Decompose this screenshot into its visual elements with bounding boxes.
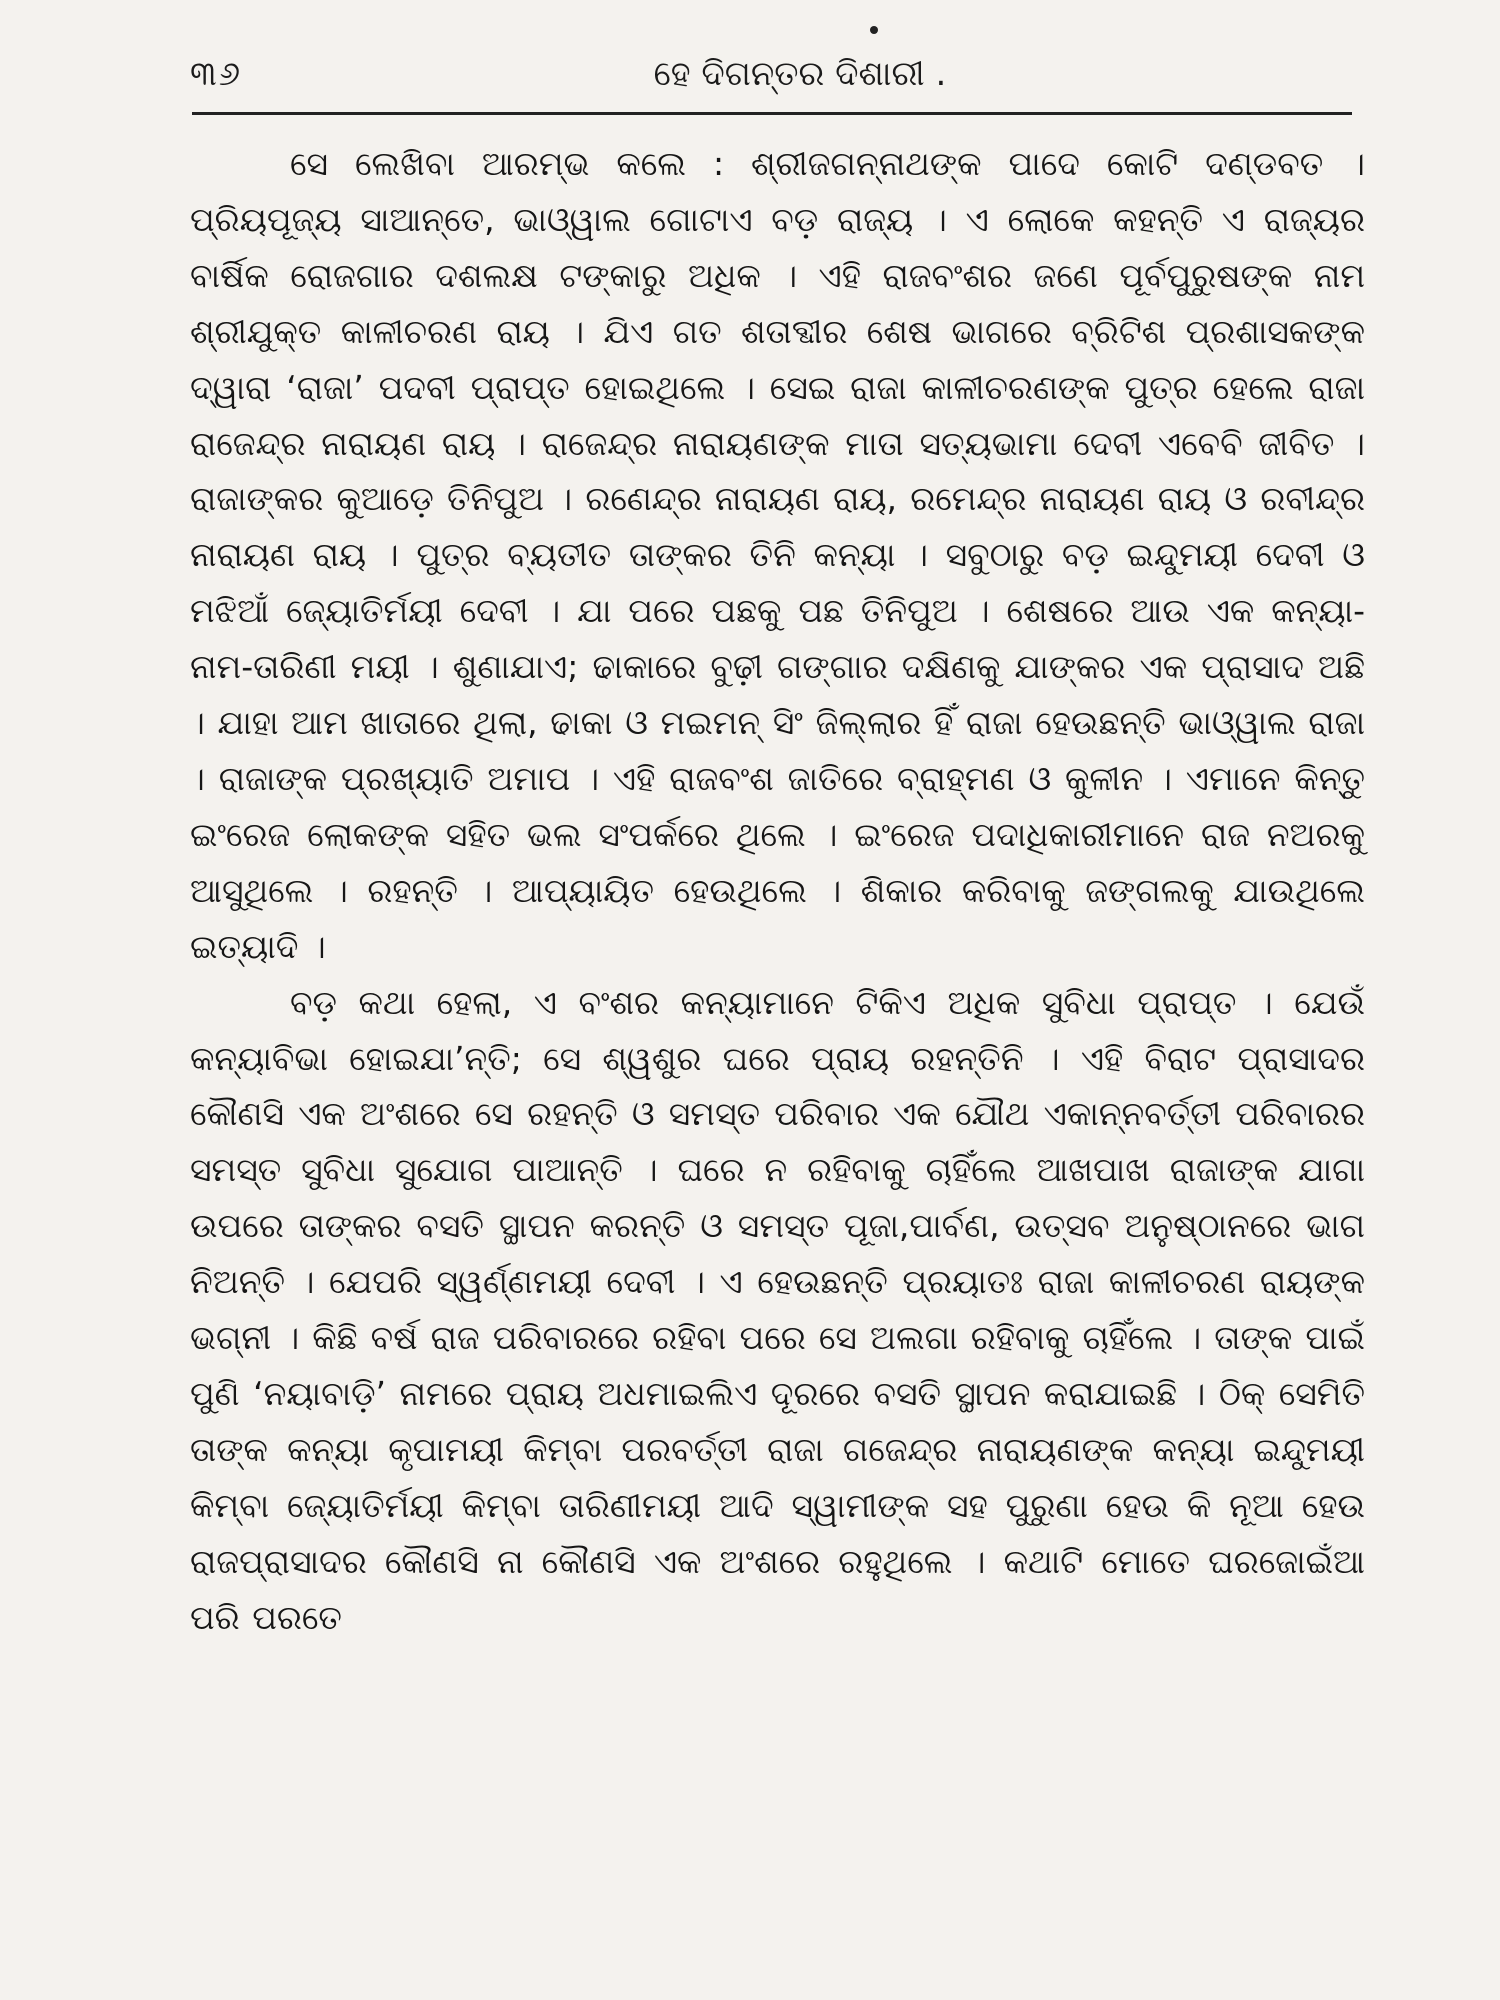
page-header xyxy=(190,48,1370,108)
body-text xyxy=(190,136,1365,1645)
paragraph-1: ସେ ଲେଖିବା ଆରମ୍ଭ କଲେ : ଶ୍ରୀଜଗନ୍ନାଥଙ୍କ ପାଦେ କୋଟି ଦଣ୍ଡବତ । ପ୍ରିୟପୂଜ୍ୟ ସାଆନ୍ତେ, ଭାଓ୍ୱାଲ ଗୋଟାଏ ବଡ଼ ରାଜ୍ୟ । ଏ ଲୋକେ କହନ୍ତି ଏ ରାଜ୍ୟର ବାର୍ଷିକ ରୋଜଗାର ଦଶଲକ୍ଷ ଟଙ୍କାରୁ ଅଧିକ । ଏହି ରାଜବଂଶର ଜଣେ ପୂର୍ବପୁରୁଷଙ୍କ ନାମ ଶ୍ରୀଯୁକ୍ତ କାଳୀଚରଣ ରାୟ । ଯିଏ ଗତ ଶତାବ୍ଦୀର ଶେଷ ଭାଗରେ ବ୍ରିଟିଶ ପ୍ରଶାସକଙ୍କ ଦ୍ୱାରା ‘ରାଜା’ ପଦବୀ ପ୍ରାପ୍ତ ହୋଇଥିଲେ । ସେଇ ରାଜା କାଳୀଚରଣଙ୍କ ପୁତ୍ର ହେଲେ ରାଜା ରାଜେନ୍ଦ୍ର ନାରାୟଣ ରାୟ । ରାଜେନ୍ଦ୍ର ନାରାୟଣଙ୍କ ମାତା ସତ୍ୟଭାମା ଦେବୀ ଏବେବି ଜୀବିତ । ରାଜାଙ୍କର କୁଆଡ଼େ ତିନିପୁଅ । ରଣେନ୍ଦ୍ର ନାରାୟଣ ରାୟ, ରମେନ୍ଦ୍ର ନାରାୟଣ ରାୟ ଓ ରବୀନ୍ଦ୍ର ନାରାୟଣ ରାୟ । ପୁତ୍ର ବ୍ୟତୀତ ତାଙ୍କର ତିନି କନ୍ୟା । ସବୁଠାରୁ ବଡ଼ ଇନ୍ଦୁମୟୀ ଦେବୀ ଓ ମଝିଆଁ ଜ୍ୟୋତିର୍ମୟୀ ଦେବୀ । ଯା ପରେ ପଛକୁ ପଛ ତିନିପୁଅ । ଶେଷରେ ଆଉ ଏକ କନ୍ୟା-ନାମ-ତାରିଣୀ ମୟୀ । ଶୁଣାଯାଏ; ଢାକାରେ ବୁଢ଼ୀ ଗଙ୍ଗାର ଦକ୍ଷିଣକୁ ଯାଙ୍କର ଏକ ପ୍ରାସାଦ ଅଛି । ଯାହା ଆମ ଖାତାରେ ଥିଲା, ଢାକା ଓ ମଇମନ୍ ସିଂ ଜିଲ୍ଲାର ହିଁ ରାଜା ହେଉଛନ୍ତି ଭାଓ୍ୱାଲ ରାଜା । ରାଜାଙ୍କ ପ୍ରଖ୍ୟାତି ଅମାପ । ଏହି ରାଜବଂଶ ଜାତିରେ ବ୍ରାହ୍ମଣ ଓ କୁଳୀନ । ଏମାନେ କିନ୍ତୁ ଇଂରେଜ ଲୋକଙ୍କ ସହିତ ଭଲ ସଂପର୍କରେ ଥିଲେ । ଇଂରେଜ ପଦାଧିକାରୀମାନେ ରାଜ ନଅରକୁ ଆସୁଥିଲେ । ରହନ୍ତି । ଆପ୍ୟାୟିତ ହେଉଥିଲେ । ଶିକାର କରିବାକୁ ଜଙ୍ଗଲକୁ ଯାଉଥିଲେ ଇତ୍ୟାଦି । xyxy=(190,144,1365,966)
running-title: ହେ ଦିଗନ୍ତର ଦିଶାରୀ . xyxy=(653,54,947,94)
header-rule xyxy=(192,112,1352,115)
page-number: ୩୬ xyxy=(190,54,243,94)
paragraph-2: ବଡ଼ କଥା ହେଲା, ଏ ବଂଶର କନ୍ୟାମାନେ ଟିକିଏ ଅଧିକ ସୁବିଧା ପ୍ରାପ୍ତ । ଯେଉଁ କନ୍ୟାବିଭା ହୋଇଯା’ନ୍ତି; ସେ ଶ୍ୱଶୁର ଘରେ ପ୍ରାୟ ରହନ୍ତିନି । ଏହି ବିରାଟ ପ୍ରାସାଦର କୌଣସି ଏକ ଅଂଶରେ ସେ ରହନ୍ତି ଓ ସମସ୍ତ ପରିବାର ଏକ ଯୌଥ ଏକାନ୍ନବର୍ତ୍ତୀ ପରିବାରର ସମସ୍ତ ସୁବିଧା ସୁଯୋଗ ପାଆନ୍ତି । ଘରେ ନ ରହିବାକୁ ଚାହିଁଲେ ଆଖପାଖ ରାଜାଙ୍କ ଯାଗା ଉପରେ ତାଙ୍କର ବସତି ସ୍ଥାପନ କରନ୍ତି ଓ ସମସ୍ତ ପୂଜା,ପାର୍ବଣ, ଉତ୍ସବ ଅନୁଷ୍ଠାନରେ ଭାଗ ନିଅନ୍ତି । ଯେପରି ସ୍ୱର୍ଣ୍ଣମୟୀ ଦେବୀ । ଏ ହେଉଛନ୍ତି ପ୍ରୟାତଃ ରାଜା କାଳୀଚରଣ ରାୟଙ୍କ ଭଗ୍ନୀ । କିଛି ବର୍ଷ ରାଜ ପରିବାରରେ ରହିବା ପରେ ସେ ଅଲଗା ରହିବାକୁ ଚାହିଁଲେ । ତାଙ୍କ ପାଇଁ ପୁଣି ‘ନୟାବାଡ଼ି’ ନାମରେ ପ୍ରାୟ ଅଧମାଇଲିଏ ଦୂରରେ ବସତି ସ୍ଥାପନ କରାଯାଇଛି । ଠିକ୍ ସେମିତି ତାଙ୍କ କନ୍ୟା କୃପାମୟୀ କିମ୍ବା ପରବର୍ତ୍ତୀ ରାଜା ଗଜେନ୍ଦ୍ର ନାରାୟଣଙ୍କ କନ୍ୟା ଇନ୍ଦୁମୟୀ କିମ୍ବା ଜ୍ୟୋତିର୍ମୟୀ କିମ୍ବା ତାରିଣୀମୟୀ ଆଦି ସ୍ୱାମୀଙ୍କ ସହ ପୁରୁଣା ହେଉ କି ନୂଆ ହେଉ ରାଜପ୍ରାସାଦର କୌଣସି ନା କୌଣସି ଏକ ଅଂଶରେ ରହୁଥିଲେ । କଥାଟି ମୋତେ ଘରଜୋଇଁଆ ପରି ପରତେ xyxy=(190,982,1365,1637)
ink-dot xyxy=(870,26,878,34)
